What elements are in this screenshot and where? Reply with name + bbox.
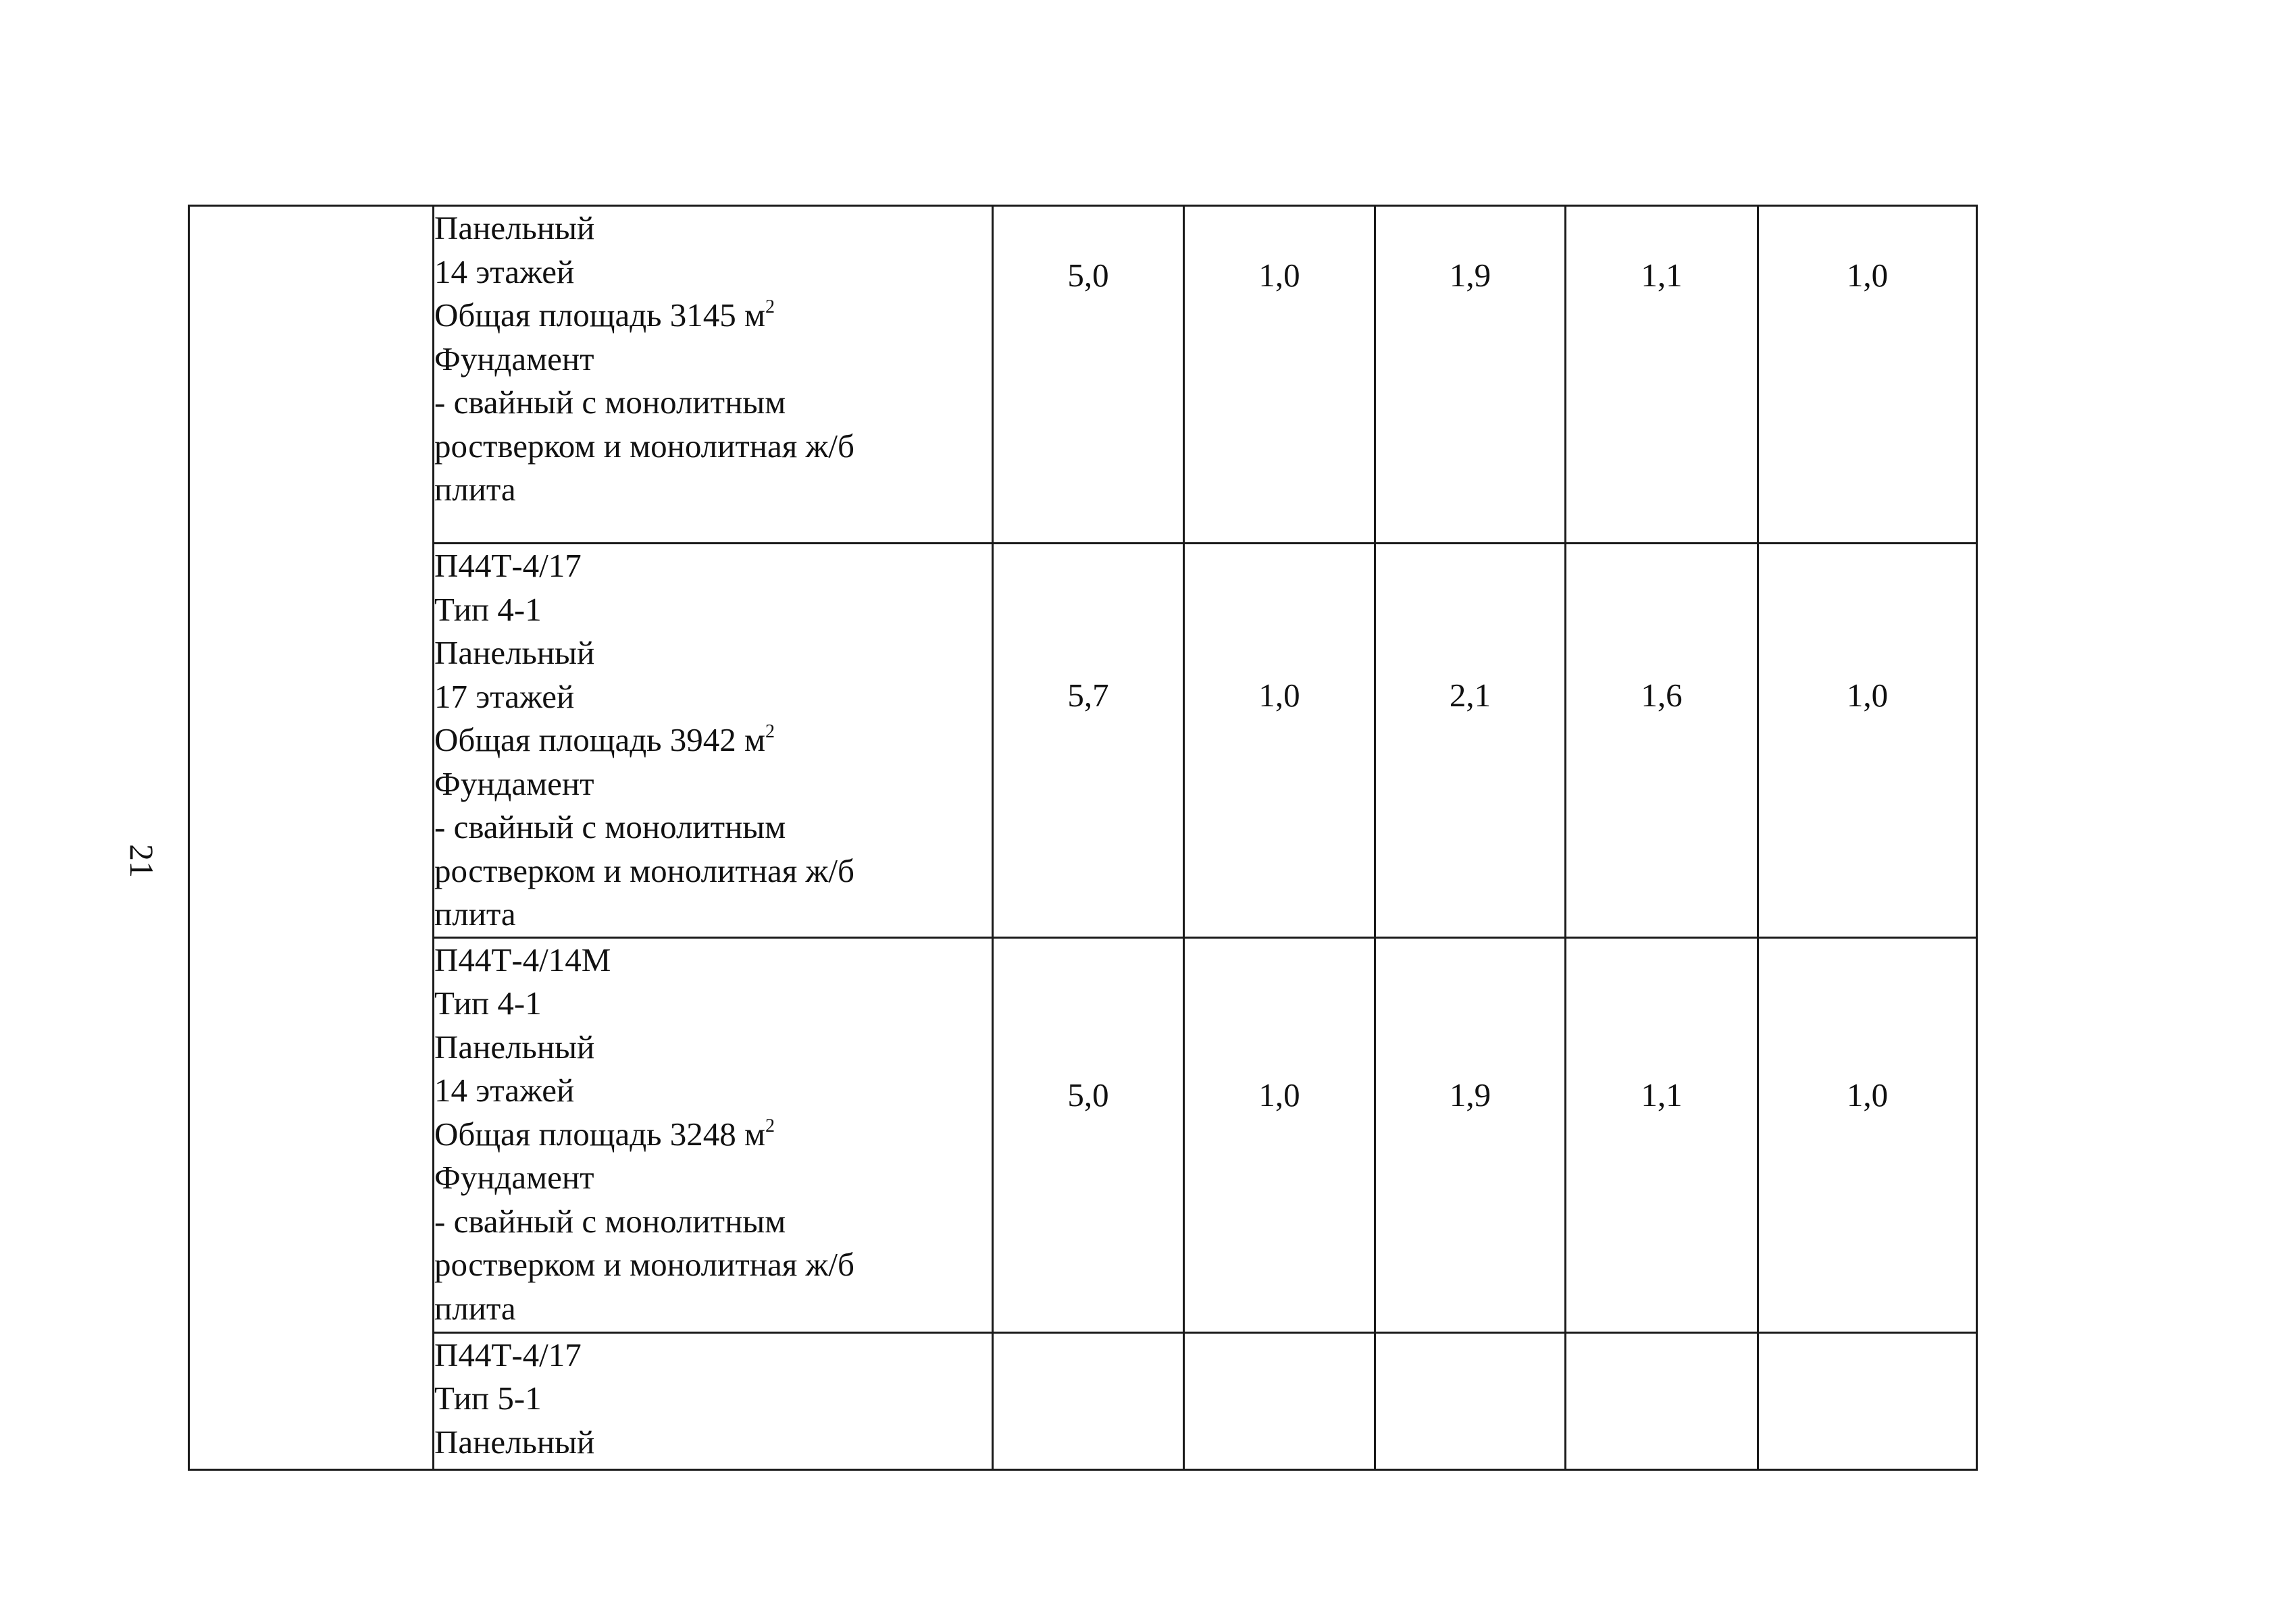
value-cell — [1758, 544, 1977, 938]
series-code: П44Т-4/17 — [434, 547, 582, 584]
value-cell — [1566, 206, 1758, 544]
area-unit-superscript: 2 — [765, 721, 775, 742]
value-cell — [993, 544, 1184, 938]
value-text: 1,0 — [1258, 677, 1300, 714]
description-line: 17 этажей — [434, 677, 575, 715]
value-cell — [1184, 206, 1375, 544]
value-text: 2,1 — [1449, 677, 1491, 714]
description-line: плита — [434, 895, 516, 933]
description-line: - свайный с монолитным — [434, 384, 786, 421]
value-cell — [1566, 1332, 1758, 1469]
value-text: 1,0 — [1258, 1076, 1300, 1114]
description-line — [434, 294, 992, 338]
value-text: 5,0 — [1067, 1076, 1109, 1114]
value-cell — [1375, 1332, 1566, 1469]
value-text: 1,1 — [1641, 257, 1683, 294]
description-line: - свайный с монолитным — [434, 1202, 786, 1240]
description-line: Панельный — [434, 1423, 595, 1461]
empty-first-column-cell — [189, 206, 434, 1470]
description-line — [434, 1113, 992, 1157]
total-area-text: Общая площадь 3145 м — [434, 296, 766, 334]
total-area-text: Общая площадь 3942 м — [434, 721, 766, 758]
description-line: Фундамент — [434, 340, 594, 377]
table-row — [189, 1332, 1977, 1469]
description-line: Панельный — [434, 634, 595, 671]
area-unit-superscript: 2 — [765, 1115, 775, 1136]
description-line: ростверком и монолитная ж/б — [434, 852, 854, 889]
value-text: 1,0 — [1846, 257, 1889, 294]
value-cell — [1758, 1332, 1977, 1469]
description-line: ростверком и монолитная ж/б — [434, 1246, 854, 1283]
value-cell — [1566, 937, 1758, 1332]
series-code: П44Т-4/17 — [434, 1336, 582, 1373]
value-cell — [993, 937, 1184, 1332]
value-text: 1,9 — [1449, 1076, 1491, 1114]
building-description-cell — [434, 206, 993, 544]
description-line: Панельный — [434, 209, 595, 246]
value-cell — [1184, 937, 1375, 1332]
value-cell — [1758, 206, 1977, 544]
description-line: - свайный с монолитным — [434, 808, 786, 845]
type-label: Тип 5-1 — [434, 1380, 542, 1417]
building-description-cell — [434, 937, 993, 1332]
building-specs-table — [188, 205, 1978, 1471]
value-text: 5,0 — [1067, 257, 1109, 294]
value-text: 1,6 — [1641, 677, 1683, 714]
type-label: Тип 4-1 — [434, 590, 542, 628]
description-line: Фундамент — [434, 1159, 594, 1196]
description-line: ростверком и монолитная ж/б — [434, 427, 854, 465]
series-code: П44Т-4/14М — [434, 941, 611, 978]
value-text: 1,1 — [1641, 1076, 1683, 1114]
description-line: Фундамент — [434, 764, 594, 802]
value-cell — [1758, 937, 1977, 1332]
area-unit-superscript: 2 — [765, 296, 775, 317]
value-cell — [1375, 206, 1566, 544]
type-label: Тип 4-1 — [434, 985, 542, 1022]
value-text: 1,9 — [1449, 257, 1491, 294]
value-cell — [1566, 544, 1758, 938]
building-description-cell — [434, 544, 993, 938]
value-cell — [993, 1332, 1184, 1469]
value-text: 1,0 — [1846, 1076, 1889, 1114]
description-line: Панельный — [434, 1028, 595, 1066]
value-text: 1,0 — [1258, 257, 1300, 294]
description-line: плита — [434, 1289, 516, 1327]
building-description-cell — [434, 1332, 993, 1469]
value-cell — [1184, 544, 1375, 938]
table-row — [189, 206, 1977, 544]
table-row — [189, 937, 1977, 1332]
table-row — [189, 544, 1977, 938]
description-line: 14 этажей — [434, 253, 575, 290]
page-number: 21 — [123, 844, 161, 878]
description-line — [434, 718, 992, 762]
value-cell — [993, 206, 1184, 544]
value-cell — [1375, 544, 1566, 938]
value-text: 5,7 — [1067, 677, 1109, 714]
description-line: 14 этажей — [434, 1072, 575, 1109]
value-text: 1,0 — [1846, 677, 1889, 714]
value-cell — [1375, 937, 1566, 1332]
total-area-text: Общая площадь 3248 м — [434, 1115, 766, 1153]
value-cell — [1184, 1332, 1375, 1469]
description-line: плита — [434, 471, 516, 508]
